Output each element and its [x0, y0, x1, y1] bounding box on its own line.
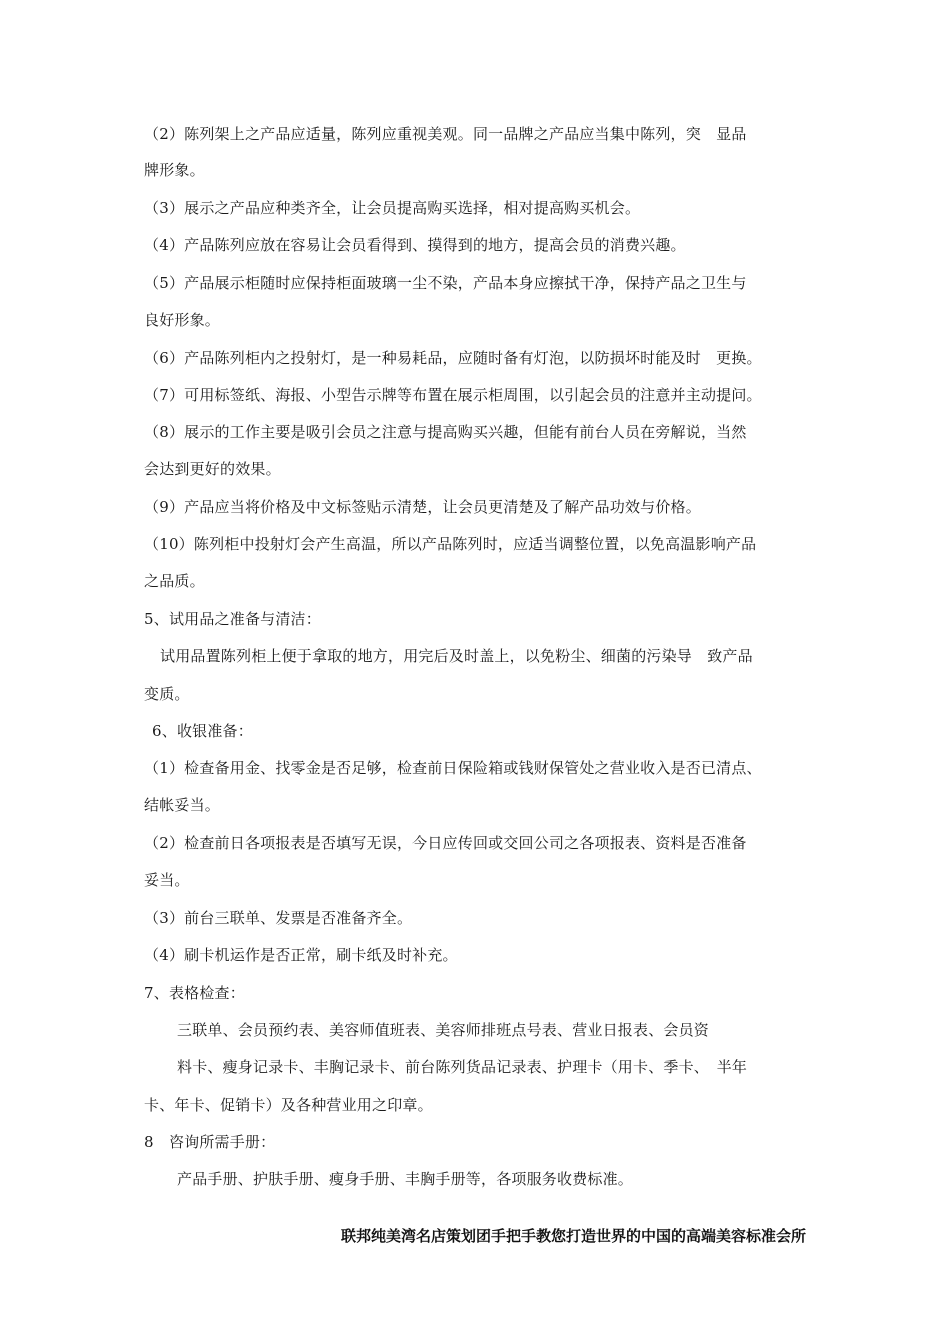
paragraph-line: 之品质。: [144, 572, 205, 590]
paragraph-line: 料卡、瘦身记录卡、丰胸记录卡、前台陈列货品记录表、护理卡（用卡、季卡、 半年: [177, 1058, 748, 1076]
paragraph-line: （3）前台三联单、发票是否准备齐全。: [144, 909, 413, 927]
paragraph-line: （6）产品陈列柜内之投射灯，是一种易耗品，应随时备有灯泡，以防损坏时能及时 更换。: [144, 349, 762, 367]
paragraph-line: （4）刷卡机运作是否正常，刷卡纸及时补充。: [144, 946, 458, 964]
paragraph-line: 良好形象。: [144, 311, 221, 329]
paragraph-line: （8）展示的工作主要是吸引会员之注意与提高购买兴趣，但能有前台人员在旁解说，当然: [144, 423, 747, 441]
paragraph-line: 牌形象。: [144, 161, 205, 179]
paragraph-line: 结帐妥当。: [144, 796, 221, 814]
paragraph-line: （9）产品应当将价格及中文标签贴示清楚，让会员更清楚及了解产品功效与价格。: [144, 498, 701, 516]
paragraph-line: 妥当。: [144, 871, 190, 889]
section-heading: 8 咨询所需手册：: [144, 1133, 276, 1151]
section-heading: 7、表格检查：: [144, 984, 245, 1002]
paragraph-line: （2）陈列架上之产品应适量，陈列应重视美观。同一品牌之产品应当集中陈列，突 显品: [144, 125, 747, 143]
paragraph-line: （10）陈列柜中投射灯会产生高温，所以产品陈列时，应适当调整位置，以免高温影响产品: [144, 535, 757, 553]
section-heading: 6、收银准备：: [152, 722, 253, 740]
paragraph-line: （7）可用标签纸、海报、小型告示牌等布置在展示柜周围，以引起会员的注意并主动提问。: [144, 386, 762, 404]
paragraph-line: 卡、年卡、促销卡）及各种营业用之印章。: [144, 1096, 433, 1114]
paragraph-line: （4）产品陈列应放在容易让会员看得到、摸得到的地方，提高会员的消费兴趣。: [144, 236, 686, 254]
footer-slogan: 联邦纯美湾名店策划团手把手教您打造世界的中国的高端美容标准会所: [340, 1227, 806, 1245]
paragraph-line: 三联单、会员预约表、美容师值班表、美容师排班点号表、营业日报表、会员资: [177, 1021, 710, 1039]
paragraph-line: （5）产品展示柜随时应保持柜面玻璃一尘不染，产品本身应擦拭干净，保持产品之卫生与: [144, 274, 747, 292]
paragraph-line: 会达到更好的效果。: [144, 460, 281, 478]
paragraph-line: （1）检查备用金、找零金是否足够，检查前日保险箱或钱财保管处之营业收入是否已清点、: [144, 759, 762, 777]
paragraph-line: 试用品置陈列柜上便于拿取的地方，用完后及时盖上，以免粉尘、细菌的污染导 致产品: [160, 647, 753, 665]
paragraph-line: （2）检查前日各项报表是否填写无误，今日应传回或交回公司之各项报表、资料是否准备: [144, 834, 747, 852]
paragraph-line: 变质。: [144, 685, 190, 703]
section-heading: 5、试用品之准备与清洁：: [144, 610, 321, 628]
paragraph-line: （3）展示之产品应种类齐全，让会员提高购买选择，相对提高购买机会。: [144, 199, 641, 217]
paragraph-line: 产品手册、护肤手册、瘦身手册、丰胸手册等，各项服务收费标准。: [177, 1170, 634, 1188]
